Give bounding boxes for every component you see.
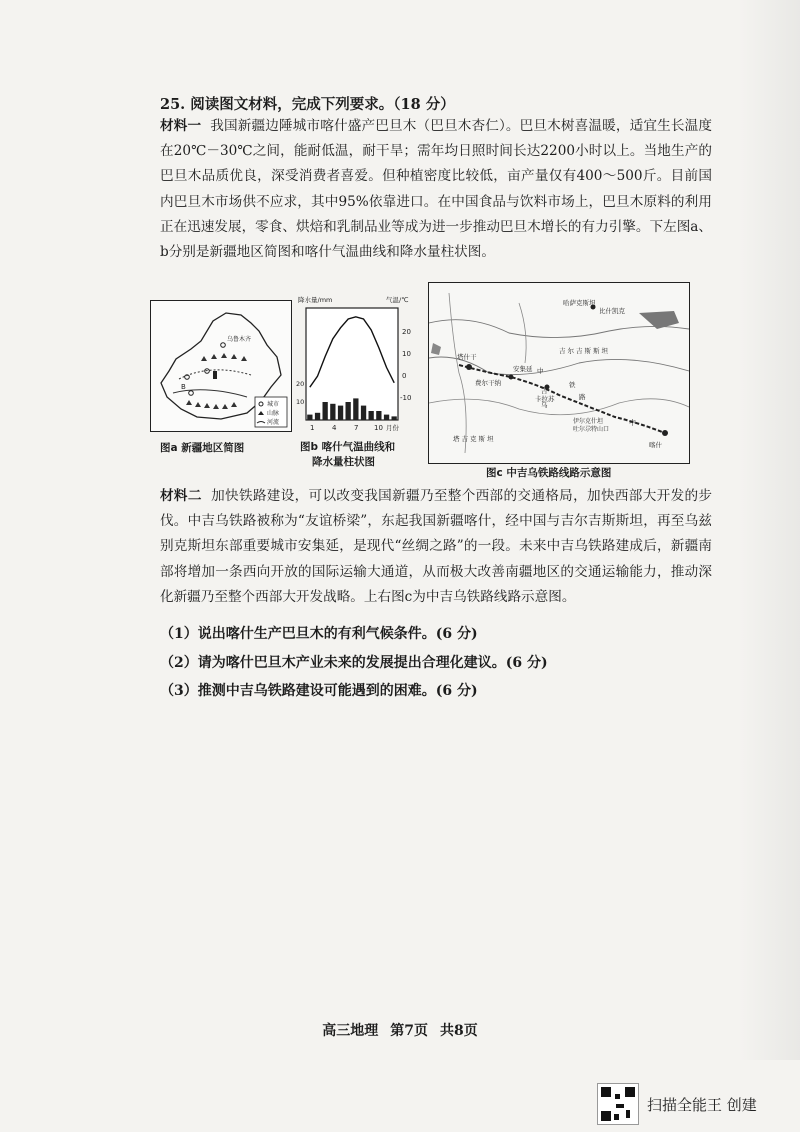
figa-legend-mountain: 山脉	[267, 410, 280, 417]
material-one-label: 材料一	[160, 118, 202, 134]
precip-bar-1	[307, 415, 312, 420]
figa-city-label: 乌鲁木齐	[227, 336, 252, 343]
footer-subject: 高三地理	[322, 1023, 379, 1039]
figc-torugart: 吐尔尕特山口	[573, 426, 610, 433]
figc-kashgar: 喀什	[649, 441, 662, 449]
figc-railway-char-4: 铁	[569, 381, 576, 389]
figa-legend-city: 城市	[267, 401, 280, 408]
figc-railway-char-3: 乌	[541, 401, 548, 409]
figc-andijan: 安集延	[513, 365, 533, 373]
figc-tajikistan: 塔吉克斯坦	[453, 435, 496, 443]
figc-kara-suu: 卡拉苏	[535, 395, 555, 403]
figb-x-tick-4: 4	[332, 424, 337, 432]
figb-left-axis-title: 降水量/mm	[298, 296, 333, 304]
precip-bar-9	[369, 411, 374, 420]
figb-plot-frame	[306, 308, 398, 420]
figb-left-tick-20: 20	[296, 380, 305, 388]
figc-bishkek: 比什凯克	[599, 307, 625, 315]
precip-bar-6	[346, 402, 351, 420]
material-two	[160, 484, 712, 610]
qr-code-icon	[597, 1083, 639, 1125]
figc-railway-char-5: 路	[579, 393, 586, 401]
figc-kyrgyzstan: 吉尔吉斯斯坦	[559, 347, 610, 355]
figure-b-caption-line2: 降水量柱状图	[312, 456, 375, 468]
figb-x-unit: 月份	[386, 424, 399, 432]
precip-bar-7	[353, 398, 358, 420]
precip-bar-2	[315, 413, 320, 420]
material-two-text: 加快铁路建设，可以改变我国新疆乃至整个西部的交通格局，加快西部大开发的步伐。中吉乌铁路被称为“友谊桥梁”，东起我国新疆喀什，经中国与吉尔吉斯斯坦，再至乌兹别克斯坦东部重要城市安集延，是现代“丝绸之路”的一段。未来中吉乌铁路建成后，新疆南部将增加一条西向开放的国际运输大通道，从而极大改善南疆地区的交通运输能力，推动深化新疆乃至整个西部大开发战略。上右图c为中吉乌铁路线路示意图。	[160, 488, 713, 605]
footer-total: 共8页	[440, 1023, 478, 1039]
figc-railway-char-2: 吉	[541, 387, 548, 395]
page-footer	[0, 1020, 800, 1040]
scanner-label: 扫描全能王 创建	[647, 1095, 757, 1114]
precip-bar-3	[323, 402, 328, 420]
sub-question-2: （2）请为喀什巴旦木产业未来的发展提出合理化建议。(6 分)	[160, 655, 548, 671]
figure-b-climate-chart	[296, 292, 424, 442]
figc-fergana: 费尔干纳	[475, 379, 501, 387]
figure-a-caption: 图a 新疆地区简图	[160, 442, 245, 454]
question-title: 25. 阅读图文材料，完成下列要求。（18 分）	[160, 96, 455, 113]
figb-right-tick-0: 0	[402, 372, 407, 380]
figc-tashkent: 塔什干	[457, 353, 477, 361]
figb-right-tick-minus10: -10	[400, 394, 412, 402]
scanner-watermark	[597, 1083, 757, 1125]
figure-c-caption: 图c 中吉乌铁路线路示意图	[486, 467, 612, 479]
figb-left-tick-10: 10	[296, 398, 305, 406]
figb-x-tick-1: 1	[310, 424, 315, 432]
figc-railway-char-1: 中	[537, 367, 544, 375]
precip-bar-12	[392, 416, 397, 420]
precip-bar-5	[338, 406, 343, 420]
sub-question-1: （1）说出喀什生产巴旦木的有利气候条件。(6 分)	[160, 626, 478, 642]
figb-x-tick-7: 7	[354, 424, 359, 432]
figb-right-axis-title: 气温/℃	[386, 296, 409, 304]
figure-b-caption	[300, 440, 395, 470]
figc-irkeshtam: 伊尔克什坦	[573, 418, 604, 425]
precip-bar-8	[361, 406, 366, 420]
figc-kazakhstan: 哈萨克斯坦	[563, 299, 596, 307]
material-two-label: 材料二	[160, 488, 202, 504]
precip-bar-4	[330, 404, 335, 420]
figb-x-tick-10: 10	[374, 424, 383, 432]
figa-point-label: B	[181, 383, 186, 391]
sub-question-3: （3）推测中吉乌铁路建设可能遇到的困难。(6 分)	[160, 683, 478, 699]
precip-bar-11	[384, 415, 389, 420]
figa-legend-river: 河流	[267, 419, 280, 426]
figure-c-railway-map	[428, 282, 690, 464]
precip-bar-10	[376, 411, 381, 420]
material-one-text: 我国新疆边陲城市喀什盛产巴旦木（巴旦木杏仁）。巴旦木树喜温暖，适宜生长温度在20℃－30℃之间，能耐低温，耐干旱；需年均日照时间长达2200小时以上。当地生产的巴旦木品质优良，深受消费者喜爱。但种植密度比较低，亩产量仅有400～500斤。目前国内巴旦木市场供不应求，其中95%依靠进口。在中国食品与饮料市场上，巴旦木原料的利用正在迅速发展，零食、烘焙和乳制品业等成为进一步推动巴旦木增长的有力引擎。下左图a、b分别是新疆地区简图和喀什气温曲线和降水量柱状图。	[160, 118, 712, 261]
footer-page: 第7页	[390, 1023, 428, 1039]
figure-a-map	[150, 300, 292, 432]
figb-right-tick-20: 20	[402, 328, 411, 336]
figb-right-tick-10: 10	[402, 350, 411, 358]
figc-china: 中	[629, 419, 636, 427]
material-one	[160, 114, 712, 265]
figure-b-caption-line1: 图b 喀什气温曲线和	[300, 441, 396, 453]
scan-shadow	[740, 0, 800, 1060]
